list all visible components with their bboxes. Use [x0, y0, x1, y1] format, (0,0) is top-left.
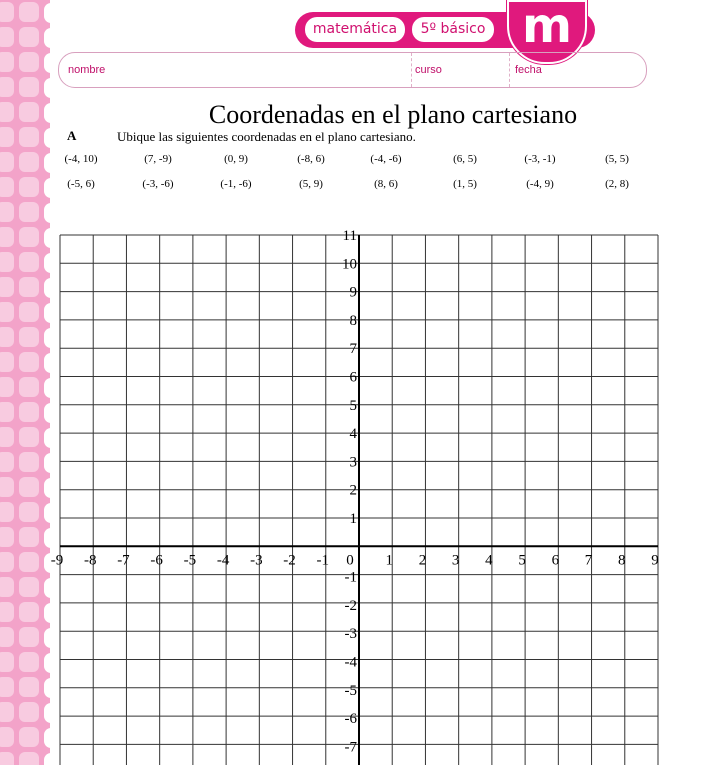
x-tick-label: 3 — [451, 552, 460, 569]
y-tick-label: 5 — [349, 397, 357, 414]
x-tick-label: -7 — [117, 552, 130, 569]
y-tick-label: 3 — [349, 454, 357, 471]
x-tick-label: 7 — [584, 552, 593, 569]
x-tick-label: 2 — [418, 552, 427, 569]
page-title: Coordenadas en el plano cartesiano — [208, 100, 578, 129]
x-tick-label: 5 — [518, 552, 526, 569]
coordinate-item: (1, 5) — [453, 178, 477, 190]
course-label: curso — [415, 64, 442, 76]
y-tick-label: 11 — [342, 228, 357, 244]
y-tick-label: 9 — [349, 284, 357, 301]
coordinate-item: (5, 5) — [605, 153, 629, 165]
coordinate-item: (-4, 10) — [64, 153, 98, 165]
coordinate-item: (5, 9) — [299, 178, 323, 190]
coordinate-item: (-4, -6) — [370, 153, 402, 165]
y-tick-label: 10 — [342, 256, 357, 273]
y-tick-label: 8 — [349, 312, 357, 329]
x-tick-label: 8 — [618, 552, 626, 569]
y-tick-label: -5 — [344, 682, 357, 699]
coordinate-item: (-4, 9) — [526, 178, 554, 190]
coordinate-item: (2, 8) — [605, 178, 629, 190]
name-label: nombre — [68, 64, 106, 76]
coordinate-item: (-1, -6) — [220, 178, 252, 190]
coordinate-item: (7, -9) — [144, 153, 172, 165]
x-tick-label: -1 — [316, 552, 330, 569]
y-tick-label: -7 — [344, 739, 357, 756]
x-tick-label: -9 — [50, 552, 64, 569]
x-tick-label: 1 — [385, 552, 393, 569]
x-tick-label: -5 — [183, 552, 197, 569]
y-tick-label: 6 — [349, 369, 357, 386]
x-tick-label: -3 — [250, 552, 263, 569]
coordinate-item: (-3, -6) — [142, 178, 174, 190]
logo: m — [507, 0, 587, 64]
y-tick-label: -6 — [344, 711, 357, 728]
x-tick-label: 6 — [551, 552, 560, 569]
y-tick-label: -1 — [344, 569, 357, 586]
coordinate-item: (-3, -1) — [524, 153, 556, 165]
y-tick-label: -4 — [344, 654, 357, 671]
coordinate-item: (6, 5) — [453, 153, 477, 165]
grade-label: 5º básico — [412, 17, 494, 42]
x-tick-label: 0 — [346, 552, 354, 569]
y-tick-label: 4 — [349, 426, 357, 443]
y-tick-label: -2 — [344, 597, 357, 614]
coordinate-item: (-5, 6) — [67, 178, 95, 190]
section-letter: A — [67, 128, 77, 143]
coordinate-item: (-8, 6) — [297, 153, 325, 165]
x-tick-label: -2 — [283, 552, 296, 569]
x-tick-label: -6 — [150, 552, 163, 569]
x-tick-label: 4 — [485, 552, 493, 569]
y-tick-label: 2 — [349, 482, 357, 499]
instruction: Ubique las siguientes coordenadas en el plano cartesiano. — [117, 129, 416, 144]
coordinate-item: (8, 6) — [374, 178, 398, 190]
subject-label: matemática — [305, 17, 405, 42]
y-tick-label: 1 — [349, 511, 357, 527]
coordinate-item: (0, 9) — [224, 153, 248, 165]
x-tick-label: 9 — [651, 552, 659, 569]
x-tick-label: -8 — [83, 552, 97, 569]
y-tick-label: 7 — [349, 341, 357, 358]
x-tick-label: -4 — [216, 552, 230, 569]
y-tick-label: -3 — [344, 626, 357, 643]
date-label: fecha — [515, 64, 542, 76]
